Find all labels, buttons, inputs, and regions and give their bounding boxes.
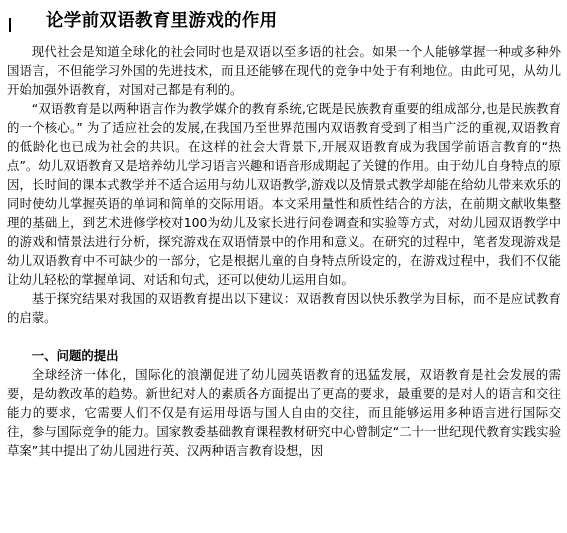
paragraph-intro: 现代社会是知道全球化的社会同时也是双语以至多语的社会。如果一个人能够掌握一种或多种外国语言，不但能学习外国的先进技术，而且还能够在现代的竞争中处于有利地位。由此可见，从幼儿开始加强外语教育，对国对己都是有利的。 [7, 44, 561, 97]
paragraph-suggestion: 基于探究结果对我国的双语教育提出以下建议：双语教育因以快乐教学为目标，而不是应试教育的启蒙。 [7, 291, 561, 325]
paragraph-section-one: 全球经济一体化，国际化的浪潮促进了幼儿园英语教育的迅猛发展，双语教育是社会发展的需要，是幼教改革的趋势。新世纪对人的素质各方面提出了更高的要求，最重要的是对人的语言和交往能力的要求，它需要人们不仅是有运用母语与国人自由的交往，而且能够运用多种语言进行国际交往，参与国际竞争的能力。国家教委基础教育课程教材研究中心曾制定“二十一世纪现代教育实践实验草案”其中提出了幼儿园进行英、汉两种语言教育设想，因 [7, 367, 561, 458]
blank-line [7, 327, 561, 346]
document-title: 论学前双语教育里游戏的作用 [46, 11, 278, 31]
text-cursor [9, 18, 11, 32]
document-body [7, 42, 561, 460]
section-heading: 一、问题的提出 [31, 348, 119, 363]
paragraph-bilingual-definition: “双语教育是以两种语言作为教学媒介的教育系统,它既是民族教育重要的组成部分,也是民族教育的一个核心。” 为了适应社会的发展,在我国乃至世界范围内双语教育受到了相当广泛的重视,双语教育的低龄化也已成为社会的共识。在这样的社会大背景下,开展双语教育成为我国学前语言教育的“热点”。幼儿双语教育又是培养幼儿学习语言兴趣和语音形成期起了关键的作用。由于幼儿自身特点的原因，长时间的课本式教学并不适合运用与幼儿双语教学,游戏以及情景式教学却能在给幼儿带来欢乐的同时使幼儿掌握英语的单词和简单的交际用语。本文采用量性和质性结合的方法，在前期文献收集整理的基础上，到艺术进修学校对100为幼儿及家长进行问卷调查和实验等方式，对幼儿园双语教学中的游戏和情景法进行分析，探究游戏在双语情景中的作用和意义。在研究的过程中，笔者发现游戏是幼儿双语教育中不可缺少的一部分，它是根据儿童的自身特点所设定的，在游戏过程中，我们不仅能让幼儿轻松的掌握单词、对话和句式，还可以使幼儿运用自如。 [7, 101, 561, 287]
